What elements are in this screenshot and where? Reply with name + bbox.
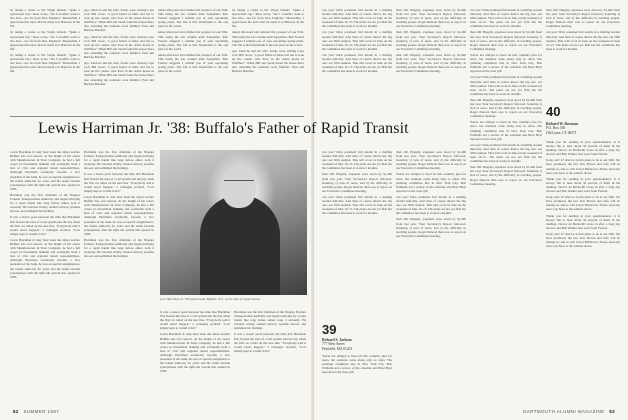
column-text: It was a dozen years between the time that Harriman first floated the idea of a rail system and the day when the first car rolled on the new line. "Everybody said it would never happen," a colleague recalled. "Lew simply kept at it until it did." — [84, 172, 154, 193]
column-text: can you? Dick promised full details in a mailing around mid-July. And then of course there's the big one: our 50th reunion. That will occur in June on the weekend of June 10–15. The plans are not yet firm but the committee has been at work for months. — [322, 194, 392, 216]
page-number: 83 — [609, 409, 615, 414]
left-column-3-top — [158, 8, 228, 116]
column-text: than 190. Happily, expenses were down by $1,400 from last year. Your Secretary's Report followed, featuring 1) lack of news, and 2) the difficulty in reaching people. Roger Duncan then rose to report on our Executive Committee meeting. — [396, 8, 466, 29]
column-text: You're not obliged to heed all this column's plea for news, but reunions come along only so often. The planning committee met in New York City. Bob Williams led a review of the schedule and Brad Heyl reported on the class gift. — [470, 120, 542, 141]
column-text: talked afterward and relished the prospect of our 50th. This being the last column until September, Bob Francis suggests I remind you of your upcoming spring plans. The fun is that Dartmouth is the one place in the world. — [232, 30, 304, 47]
right-folio — [523, 409, 618, 414]
column-text: It was a dozen years between the time that Harriman first floated the idea of a rail system and the day when the first car rolled on the new line. "Everybody said it would never happen," a colleague recalled. "Lew simply kept at it until it did." — [10, 215, 80, 236]
column-text: Thank you for sending in your questionnaires. It is always fun to hear about 50 percent of them in the mailbag. Doctor Al Beckwith wrote in after a long trip abroad, and Bob Walker sent word from Florida. — [546, 213, 620, 230]
column-text: Thank you for sending in your questionnaires. It is always fun to hear about 50 percent of them in the mailbag. Doctor Al Beckwith wrote in after a long trip abroad, and Bob Walker sent word from Florida. — [546, 140, 620, 157]
column-text: Lewis Harriman Jr. may have been the oldest teacher Buffalo has ever known. At the height of his career with Manufacturers & Trust Company, he had a full career in investment banking and eventually held a host of civic and regional transit responsibilities. Although Harriman eventually became a vice president of the bank, he was on special assignment to the transit authority for years and his name became synonymous with the light-rail system that opened in 1985. — [10, 237, 80, 279]
column-text: can you? Dick promised full details in a mailing around mid-July. And then of course there's the big one: our 50th reunion. That will occur in June on the weekend of June 10–15. The plans are not yet firm but the committee has been at work for months. — [322, 8, 392, 29]
right-column-2-top — [396, 8, 466, 116]
column-text: can you? Dick promised full details in a mailing around mid-July. And then of course there's the big one: our 50th reunion. That will occur in June on the weekend of June 10–15. The plans are not yet firm but the committee has been at work for months. — [322, 150, 392, 171]
column-text: can you? Dick promised full details in a mailing around mid-July. And then of course there's the big one: our 50th reunion. That will occur in June on the weekend of June 10–15. The plans are not yet firm but the committee has been at work for months. — [322, 52, 392, 74]
column-text: Harriman was the first chairman of the Niagara Frontier Transportation Authority and began lobbying for a rapid transit line long before others took it seriously. He traveled widely, studied subway systems abroad, and published his findings. — [84, 237, 154, 259]
left-column-4-top — [232, 8, 304, 116]
column-text: than 190. Happily, expenses were down by $1,400 from last year. Your Secretary's Report followed, featuring 1) lack of news, and 2) the difficulty in reaching people. Roger Duncan then rose to report on our Executive Committee meeting. — [396, 217, 466, 238]
column-text: ago, when he and his wife, Sarah, were visiting Cape Cod. Bill wrote, "a good friend of mine told me to look up his cousin, who lives in the oldest house in Wellfleet." When Bill and Sarah found the house there also attending the reunions were familiar: Paul and Barbara Baucher. — [84, 34, 154, 60]
column-text: Lewis Harriman Jr. may have been the oldest teacher Buffalo has ever known. At the height of his career with Manufacturers & Trust Company, he had a full career in investment banking and eventually held a host of civic and regional transit responsibilities. Although Harriman eventually became a vice president of the bank, he was on special assignment to the transit authority for years and his name became synonymous with the light-rail system that opened in 1985. — [160, 332, 230, 374]
column-text: than 190. Happily, expenses were down by $1,400 from last year. Your Secretary's Report followed, featuring 1) lack of news, and 2) the difficulty in reaching people. Roger Duncan then rose to report on our Executive Committee meeting. — [396, 30, 466, 51]
left-folio — [10, 409, 59, 414]
column-text: ago, when he and his wife, Sarah, were visiting Cape Cod. Bill wrote, "a good friend of mine told me to look up his cousin, who lives in the oldest house in Wellfleet." When Bill and Sarah found the house there also attending the reunions were familiar: Paul and Barbara Baucher. — [232, 48, 304, 74]
column-text: Irony, isn't it? And Lu Gavin plans to be at our 50th. We have promised, the last Jack Brown and wife will be joining us, and so will Lloyd Hitchcock. Please send any news you have to the address above. — [546, 195, 620, 212]
secretary-address: Old Lyme, CT 06371 — [546, 130, 577, 135]
right-column-4-top — [546, 8, 620, 98]
column-text: ago, when he and his wife, Sarah, were visiting Cape Cod. Bill wrote, "a good friend of mine told me to look up his cousin, who lives in the oldest house in Wellfleet." When Bill and Sarah found the house there also attending the reunions were familiar: Paul and Barbara Baucher. — [84, 61, 154, 86]
left-column-2-top — [84, 8, 154, 116]
column-text: than 190. Happily, expenses were down by $1,400 from last year. Your Secretary's Report followed, featuring 1) lack of news, and 2) the difficulty in reaching people. Roger Duncan then rose to report on our Executive Committee meeting. — [470, 30, 542, 51]
secretary-address: 777 West Street — [322, 342, 345, 347]
column-text: than 190. Happily, expenses were down by $1,400 from last year. Your Secretary's Report followed, featuring 1) lack of news, and 2) the difficulty in reaching people. Roger Duncan then rose to report on our Executive Committee meeting. — [396, 150, 466, 171]
column-text: ago, when he and his wife, Sarah, were visiting Cape Cod. Bill wrote, "a good friend of mine told me to look up his cousin, who lives in the oldest house in Wellfleet." When Bill and Sarah found the house there also attending the reunions were familiar: Paul and Barbara Baucher. — [84, 8, 154, 33]
column-text: than 190. Happily, expenses were down by $1,400 from last year. Your Secretary's Report followed, featuring 1) lack of news, and 2) the difficulty in reaching people. Roger Duncan then rose to report on our Executive Committee meeting. — [396, 52, 466, 74]
column-text: can you? Dick promised full details in a mailing around mid-July. And then of course there's the big one: our 50th reunion. That will occur in June on the weekend of June 10–15. The plans are not yet firm but the committee has been at work for months. — [546, 30, 620, 51]
portrait-photo — [160, 150, 307, 295]
class-39-notes — [322, 354, 392, 406]
column-text: by taking a cruise to the Virgin Islands. "Quite a spectacular trip," Russ wrote, "but I wouldn't want to live here—not far from New England." Meanwhile, I appreciated the news that he made it to Hanover in the fall. — [10, 8, 80, 29]
secretary-name: Richard S. Jackson — [322, 338, 352, 342]
column-text: can you? Dick promised full details in a mailing around mid-July. And then of course there's the big one: our 50th reunion. That will occur in June on the weekend of June 10–15. The plans are not yet firm but the committee has been at work for months. — [470, 142, 542, 164]
column-text: than 190. Happily, expenses were down by $1,400 from last year. Your Secretary's Report followed, featuring 1) lack of news, and 2) the difficulty in reaching people. Roger Duncan then rose to report on our Executive Committee meeting. — [546, 8, 620, 29]
page-number: 82 — [13, 409, 19, 414]
column-text: talked afterward and relished the prospect of our 50th. This being the last column until September, Bob Francis suggests I remind you of your upcoming spring plans. The fun is that Dartmouth is the one place in the world. — [158, 52, 228, 74]
column-text: You're not obliged to heed all this column's plea for news, but reunions come along only so often. The planning committee met in New York City. Bob Williams led a review of the schedule and Brad Heyl reported on the class gift. — [322, 354, 392, 375]
secretary-name: Richard W. Bowman — [546, 122, 579, 126]
column-text: can you? Dick promised full details in a mailing around mid-July. And then of course there's the big one: our 50th reunion. That will occur in June on the weekend of June 10–15. The plans are not yet firm but the committee has been at work for months. — [396, 194, 466, 216]
left-body-column-4 — [234, 310, 306, 405]
column-text: than 190. Happily, expenses were down by $1,400 from last year. Your Secretary's Report followed, featuring 1) lack of news, and 2) the difficulty in reaching people. Roger Duncan then rose to report on our Executive Committee meeting. — [470, 97, 542, 119]
column-text: Harriman was the first chairman of the Niagara Frontier Transportation Authority and began lobbying for a rapid transit line long before others took it seriously. He traveled widely, studied subway systems abroad, and published his findings. — [10, 192, 80, 214]
left-body-column-3 — [160, 310, 230, 405]
left-body-column-1 — [10, 150, 80, 405]
column-text: Harriman was the first chairman of the Niagara Frontier Transportation Authority and began lobbying for a rapid transit line long before others took it seriously. He traveled widely, studied subway systems abroad, and published his findings. — [234, 310, 306, 331]
column-text: than 190. Happily, expenses were down by $1,400 from last year. Your Secretary's Report followed, featuring 1) lack of news, and 2) the difficulty in reaching people. Roger Duncan then rose to report on our Executive Committee meeting. — [322, 172, 392, 193]
column-text: talked afterward and relished the prospect of our 50th. This being the last column until September, Bob Francis suggests I remind you of your upcoming spring plans. The fun is that Dartmouth is the one place in the world. — [158, 8, 228, 29]
column-text: Irony, isn't it? And Lu Gavin plans to be at our 50th. We have promised, the last Jack Brown and wife will be joining us, and so will Lloyd Hitchcock. Please send any news you have to the address above. — [546, 158, 620, 175]
column-text: Thank you for sending in your questionnaires. It is always fun to hear about 50 percent of them in the mailbag. Doctor Al Beckwith wrote in after a long trip abroad, and Bob Walker sent word from Florida. — [546, 176, 620, 194]
right-column-2-body — [396, 150, 466, 406]
left-body-column-2 — [84, 150, 154, 405]
column-text: can you? Dick promised full details in a mailing around mid-July. And then of course there's the big one: our 50th reunion. That will occur in June on the weekend of June 10–15. The plans are not yet firm but the committee has been at work for months. — [322, 30, 392, 51]
column-text: Harriman was the first chairman of the Niagara Frontier Transportation Authority and began lobbying for a rapid transit line long before others took it seriously. He traveled widely, studied subway systems abroad, and published his findings. — [84, 150, 154, 171]
class-40-notes — [546, 140, 620, 406]
class-secretary — [322, 338, 392, 351]
column-text: by taking a cruise to the Virgin Islands. "Quite a spectacular trip," Russ wrote, "but I wouldn't want to live here—not far from New England." Meanwhile, I appreciated the news that he made it to Hanover in the fall. — [232, 8, 304, 29]
column-text: can you? Dick promised full details in a mailing around mid-July. And then of course there's the big one: our 50th reunion. That will occur in June on the weekend of June 10–15. The plans are not yet firm but the committee has been at work for months. — [470, 75, 542, 96]
secretary-address: P.O. Box 336 — [546, 126, 566, 131]
article-headline: Lewis Harriman Jr. '38: Buffalo's Father of Rapid Transit — [38, 120, 409, 137]
left-column-1-top — [10, 8, 80, 116]
column-text: It was a dozen years between the time that Harriman first floated the idea of a rail system and the day when the first car rolled on the new line. "Everybody said it would never happen," a colleague recalled. "Lew simply kept at it until it did." — [160, 310, 230, 331]
column-text: than 190. Happily, expenses were down by $1,400 from last year. Your Secretary's Report followed, featuring 1) lack of news, and 2) the difficulty in reaching people. Roger Duncan then rose to report on our Executive Committee meeting. — [470, 165, 542, 186]
issue-label: SUMMER 1987 — [23, 409, 60, 414]
column-text: talked afterward and relished the prospect of our 50th. This being the last column until September, Bob Francis suggests I remind you of your upcoming spring plans. The fun is that Dartmouth is the one place in the world. — [158, 30, 228, 51]
secretary-address: Pittsfield, MA 01201 — [322, 346, 353, 351]
class-number: 40 — [546, 104, 561, 119]
divider — [10, 116, 304, 117]
magazine-label: DARTMOUTH ALUMNI MAGAZINE — [523, 409, 605, 414]
column-text: by taking a cruise to the Virgin Islands. "Quite a spectacular trip," Russ wrote, "but I wouldn't want to live here—not far from New England." Meanwhile, I appreciated the news that he made it to Hanover in the fall. — [10, 30, 80, 51]
class-number: 39 — [322, 322, 337, 337]
right-column-1-top — [322, 8, 392, 116]
right-page — [314, 0, 628, 420]
column-text: Lewis Harriman Jr. may have been the oldest teacher Buffalo has ever known. At the height of his career with Manufacturers & Trust Company, he had a full career in investment banking and eventually held a host of civic and regional transit responsibilities. Although Harriman eventually became a vice president of the bank, he was on special assignment to the transit authority for years and his name became synonymous with the light-rail system that opened in 1985. — [10, 150, 80, 191]
column-text: by taking a cruise to the Virgin Islands. "Quite a spectacular trip," Russ wrote, "but I wouldn't want to live here—not far from New England." Meanwhile, I appreciated the news that he made it to Hanover in the fall. — [10, 52, 80, 74]
column-text: Lewis Harriman Jr. may have been the oldest teacher Buffalo has ever known. At the height of his career with Manufacturers & Trust Company, he had a full career in investment banking and eventually held a host of civic and regional transit responsibilities. Although Harriman eventually became a vice president of the bank, he was on special assignment to the transit authority for years and his name became synonymous with the light-rail system that opened in 1985. — [84, 194, 154, 236]
column-text: Irony, isn't it? And Lu Gavin plans to be at our 50th. We have promised, the last Jack Brown and wife will be joining us, and so will Lloyd Hitchcock. Please send any news you have to the address above. — [546, 231, 620, 249]
right-column-3 — [470, 8, 542, 406]
right-column-1-body — [322, 150, 392, 320]
column-text: You're not obliged to heed all this column's plea for news, but reunions come along only so often. The planning committee met in New York City. Bob Williams led a review of the schedule and Brad Heyl reported on the class gift. — [470, 52, 542, 74]
column-text: can you? Dick promised full details in a mailing around mid-July. And then of course there's the big one: our 50th reunion. That will occur in June on the weekend of June 10–15. The plans are not yet firm but the committee has been at work for months. — [470, 8, 542, 29]
column-text: You're not obliged to heed all this column's plea for news, but reunions come along only so often. The planning committee met in New York City. Bob Williams led a review of the schedule and Brad Heyl reported on the class gift. — [396, 172, 466, 193]
photo-caption: Lew Harriman Jr. '38 helped make Buffalo, N.Y., to the idea of rapid transit. — [160, 297, 261, 301]
column-text: It was a dozen years between the time that Harriman first floated the idea of a rail system and the day when the first car rolled on the new line. "Everybody said it would never happen," a colleague recalled. "Lew simply kept at it until it did." — [234, 332, 306, 353]
